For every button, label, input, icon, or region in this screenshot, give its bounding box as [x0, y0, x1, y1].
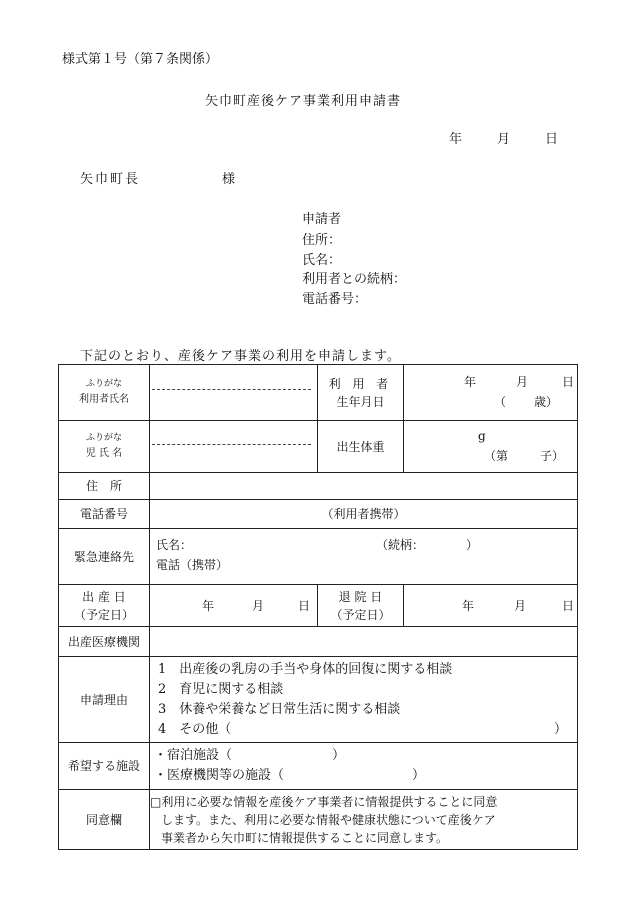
applicant-relation: 利用者との続柄： — [302, 272, 407, 287]
reason-other-close: ） — [554, 721, 568, 737]
discharge-label-1: 退 院 日 — [338, 589, 383, 604]
emergency-phone: 電話（携帯） — [156, 557, 229, 572]
form-number: 様式第１号（第７条関係） — [62, 52, 219, 67]
desired-1-close: ） — [332, 748, 346, 763]
child-furigana-label: ふりがな — [85, 433, 122, 444]
phone-label: 電話番号 — [59, 500, 150, 529]
user-dob-label-2: 生年月日 — [336, 394, 385, 409]
address-label: 住 所 — [59, 473, 150, 500]
birth-day: 日 — [298, 598, 311, 613]
desired-field[interactable] — [150, 743, 578, 790]
consent-text-2: します。また、利用に必要な情報や健康状態について産後ケア — [161, 812, 496, 827]
row-consent — [59, 790, 578, 850]
age-open: （ — [494, 394, 507, 409]
user-dob-label-cell — [318, 365, 404, 421]
reason-label: 申請理由 — [59, 657, 150, 743]
row-phone — [59, 500, 578, 529]
emergency-relation-open: （続柄： — [376, 537, 425, 552]
desired-2: ・医療機関等の施設（ — [154, 768, 285, 783]
row-dates — [59, 585, 578, 627]
birth-date-label-1: 出 産 日 — [82, 589, 126, 604]
birth-weight-field[interactable] — [404, 421, 578, 473]
birth-weight-label: 出生体重 — [318, 421, 404, 473]
facility-field[interactable] — [150, 627, 578, 657]
discharge-day: 日 — [562, 598, 575, 613]
discharge-label-2: （予定日） — [330, 607, 391, 622]
reason-3: 3 休養や栄養など日常生活に関する相談 — [158, 701, 401, 717]
discharge-year: 年 — [462, 598, 475, 613]
row-address — [59, 473, 578, 500]
birth-date-label-2: （予定日） — [73, 607, 134, 622]
birth-date-label-cell — [59, 585, 150, 627]
weight-unit: g — [478, 428, 486, 443]
user-dob-label-1: 利 用 者 — [328, 376, 393, 391]
page-title: 矢巾町産後ケア事業利用申請書 — [205, 94, 402, 109]
desired-label: 希望する施設 — [59, 743, 150, 790]
dob-month: 月 — [516, 374, 529, 389]
user-name-label-cell — [59, 365, 150, 421]
consent-field[interactable] — [150, 790, 578, 850]
child-name-label: 児 氏 名 — [85, 447, 123, 459]
row-emergency — [59, 529, 578, 585]
reason-2: 2 育児に関する相談 — [158, 681, 284, 697]
facility-label: 出産医療機関 — [59, 627, 150, 657]
consent-text-3: 事業者から矢巾町に情報提供することに同意します。 — [161, 830, 449, 845]
emergency-field[interactable] — [150, 529, 578, 585]
child-furigana-line — [152, 424, 311, 445]
address-field[interactable] — [150, 473, 578, 500]
row-reason — [59, 657, 578, 743]
dob-year: 年 — [464, 374, 477, 389]
dob-day: 日 — [562, 374, 575, 389]
discharge-date-field[interactable] — [404, 585, 578, 627]
reason-4: 4 その他（ — [158, 721, 232, 737]
addressee-name: 矢巾町長 — [80, 172, 141, 187]
applicant-heading: 申請者 — [302, 212, 342, 227]
birth-year: 年 — [202, 598, 215, 613]
row-desired — [59, 743, 578, 790]
row-user — [59, 365, 578, 421]
addressee-honorific: 様 — [222, 172, 236, 187]
child-name-field[interactable] — [150, 421, 318, 473]
user-dob-field[interactable] — [404, 365, 578, 421]
child-order-close: 子） — [540, 448, 565, 463]
user-name-field[interactable] — [150, 365, 318, 421]
date-year: 年 — [449, 132, 463, 147]
applicant-address: 住所： — [302, 233, 342, 248]
applicant-name: 氏名： — [302, 253, 342, 268]
application-table — [58, 364, 578, 850]
birth-month: 月 — [252, 598, 265, 613]
emergency-relation-close: ） — [466, 537, 479, 552]
emergency-name: 氏名： — [156, 537, 193, 552]
applicant-phone: 電話番号： — [302, 292, 368, 307]
desired-1: ・宿泊施設（ — [154, 748, 233, 763]
reason-field[interactable] — [150, 657, 578, 743]
child-order-open: （第 — [484, 448, 509, 463]
birth-date-field[interactable] — [150, 585, 318, 627]
emergency-label: 緊急連絡先 — [59, 529, 150, 585]
phone-note: （利用者携帯） — [321, 507, 406, 521]
row-facility — [59, 627, 578, 657]
phone-field[interactable] — [150, 500, 578, 529]
row-child — [59, 421, 578, 473]
date-month: 月 — [497, 132, 511, 147]
discharge-month: 月 — [514, 598, 527, 613]
child-name-label-cell — [59, 421, 150, 473]
age-close: 歳） — [534, 394, 559, 409]
date-day: 日 — [545, 132, 559, 147]
desired-2-close: ） — [412, 768, 426, 783]
reason-1: 1 出産後の乳房の手当や身体的回復に関する相談 — [158, 661, 453, 677]
consent-text-1: □利用に必要な情報を産後ケア事業者に情報提供することに同意 — [150, 794, 498, 809]
intro-text: 下記のとおり、産後ケア事業の利用を申請します。 — [80, 349, 401, 364]
user-furigana-line — [152, 369, 311, 390]
consent-label: 同意欄 — [59, 790, 150, 850]
discharge-label-cell — [318, 585, 404, 627]
user-name-label: 利用者氏名 — [79, 393, 129, 405]
user-furigana-label: ふりがな — [85, 379, 122, 390]
